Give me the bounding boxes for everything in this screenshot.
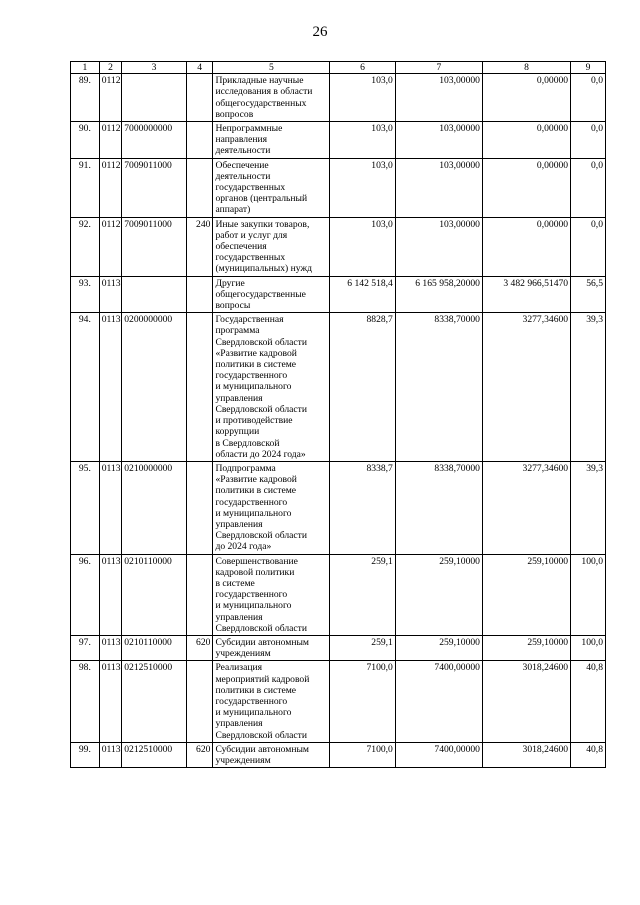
row-number-cell: 89. xyxy=(71,74,100,122)
page-number: 26 xyxy=(312,24,328,40)
execution-percent-cell: 100,0 xyxy=(571,554,606,635)
section-code-cell: 0113 xyxy=(99,635,122,660)
expense-type-cell xyxy=(186,661,213,742)
item-name-cell: Реализация мероприятий кадровой политики в системе государственного и муниципального управления Свердловской области xyxy=(213,661,330,742)
target-article-cell: 0212510000 xyxy=(122,661,187,742)
table-row xyxy=(71,554,606,635)
table-row xyxy=(71,217,606,276)
budget-amount-cell: 6 165 958,20000 xyxy=(395,276,482,313)
executed-amount-cell: 3277,34600 xyxy=(482,313,570,462)
table-row xyxy=(71,742,606,767)
row-number-cell: 97. xyxy=(71,635,100,660)
row-number-cell: 95. xyxy=(71,461,100,554)
target-article-cell: 0210000000 xyxy=(122,461,187,554)
row-number-cell: 98. xyxy=(71,661,100,742)
table-row xyxy=(71,661,606,742)
row-number-cell: 94. xyxy=(71,313,100,462)
expense-type-cell xyxy=(186,461,213,554)
execution-percent-cell: 0,0 xyxy=(571,217,606,276)
section-code-cell: 0113 xyxy=(99,554,122,635)
table-row xyxy=(71,276,606,313)
budget-amount-cell: 103,00000 xyxy=(395,158,482,217)
table-row xyxy=(71,158,606,217)
expense-type-cell xyxy=(186,276,213,313)
budget-amount-cell: 8338,70000 xyxy=(395,461,482,554)
item-name-cell: Совершенствование кадровой политики в системе государственного и муниципального управления Свердловской области xyxy=(213,554,330,635)
planned-amount-cell: 8828,7 xyxy=(330,313,396,462)
executed-amount-cell: 3018,24600 xyxy=(482,742,570,767)
budget-amount-cell: 7400,00000 xyxy=(395,661,482,742)
item-name-cell: Государственная программа Свердловской области «Развитие кадровой политики в системе государственного и муниципального управления Свердловской области и противодействие коррупции в Свердловской области до 2024 года» xyxy=(213,313,330,462)
row-number-cell: 91. xyxy=(71,158,100,217)
row-number-cell: 90. xyxy=(71,122,100,159)
planned-amount-cell: 103,0 xyxy=(330,74,396,122)
planned-amount-cell: 103,0 xyxy=(330,122,396,159)
execution-percent-cell: 40,8 xyxy=(571,661,606,742)
budget-table xyxy=(70,61,606,768)
budget-amount-cell: 259,10000 xyxy=(395,554,482,635)
table-row xyxy=(71,461,606,554)
section-code-cell: 0113 xyxy=(99,313,122,462)
column-header: 7 xyxy=(395,62,482,74)
execution-percent-cell: 39,3 xyxy=(571,461,606,554)
column-header: 1 xyxy=(71,62,100,74)
executed-amount-cell: 3277,34600 xyxy=(482,461,570,554)
expense-type-cell xyxy=(186,74,213,122)
planned-amount-cell: 103,0 xyxy=(330,217,396,276)
executed-amount-cell: 0,00000 xyxy=(482,74,570,122)
expense-type-cell xyxy=(186,158,213,217)
target-article-cell: 0210110000 xyxy=(122,635,187,660)
expense-type-cell xyxy=(186,554,213,635)
item-name-cell: Субсидии автономным учреждениям xyxy=(213,742,330,767)
expense-type-cell: 620 xyxy=(186,635,213,660)
expense-type-cell: 620 xyxy=(186,742,213,767)
executed-amount-cell: 3018,24600 xyxy=(482,661,570,742)
row-number-cell: 92. xyxy=(71,217,100,276)
table-row xyxy=(71,313,606,462)
target-article-cell xyxy=(122,276,187,313)
column-header: 4 xyxy=(186,62,213,74)
budget-amount-cell: 259,10000 xyxy=(395,635,482,660)
table-row xyxy=(71,122,606,159)
executed-amount-cell: 259,10000 xyxy=(482,554,570,635)
execution-percent-cell: 56,5 xyxy=(571,276,606,313)
column-header: 9 xyxy=(571,62,606,74)
target-article-cell: 0210110000 xyxy=(122,554,187,635)
executed-amount-cell: 0,00000 xyxy=(482,217,570,276)
expense-type-cell: 240 xyxy=(186,217,213,276)
budget-amount-cell: 103,00000 xyxy=(395,74,482,122)
budget-amount-cell: 8338,70000 xyxy=(395,313,482,462)
budget-amount-cell: 103,00000 xyxy=(395,122,482,159)
budget-amount-cell: 103,00000 xyxy=(395,217,482,276)
item-name-cell: Подпрограмма «Развитие кадровой политики в системе государственного и муниципального управления Свердловской области до 2024 года» xyxy=(213,461,330,554)
row-number-cell: 96. xyxy=(71,554,100,635)
column-header: 2 xyxy=(99,62,122,74)
column-header: 8 xyxy=(482,62,570,74)
expense-type-cell xyxy=(186,122,213,159)
executed-amount-cell: 259,10000 xyxy=(482,635,570,660)
section-code-cell: 0113 xyxy=(99,742,122,767)
execution-percent-cell: 100,0 xyxy=(571,635,606,660)
executed-amount-cell: 0,00000 xyxy=(482,158,570,217)
planned-amount-cell: 8338,7 xyxy=(330,461,396,554)
planned-amount-cell: 259,1 xyxy=(330,554,396,635)
column-header: 5 xyxy=(213,62,330,74)
executed-amount-cell: 3 482 966,51470 xyxy=(482,276,570,313)
item-name-cell: Иные закупки товаров, работ и услуг для обеспечения государственных (муниципальных) нужд xyxy=(213,217,330,276)
budget-amount-cell: 7400,00000 xyxy=(395,742,482,767)
planned-amount-cell: 259,1 xyxy=(330,635,396,660)
planned-amount-cell: 7100,0 xyxy=(330,742,396,767)
header-row xyxy=(71,62,606,74)
section-code-cell: 0112 xyxy=(99,158,122,217)
table-body xyxy=(71,74,606,768)
target-article-cell: 0200000000 xyxy=(122,313,187,462)
item-name-cell: Непрограммные направления деятельности xyxy=(213,122,330,159)
item-name-cell: Обеспечение деятельности государственных органов (центральный аппарат) xyxy=(213,158,330,217)
execution-percent-cell: 0,0 xyxy=(571,158,606,217)
row-number-cell: 99. xyxy=(71,742,100,767)
section-code-cell: 0113 xyxy=(99,661,122,742)
table-row xyxy=(71,74,606,122)
target-article-cell: 7000000000 xyxy=(122,122,187,159)
section-code-cell: 0112 xyxy=(99,74,122,122)
planned-amount-cell: 6 142 518,4 xyxy=(330,276,396,313)
section-code-cell: 0113 xyxy=(99,276,122,313)
execution-percent-cell: 40,8 xyxy=(571,742,606,767)
planned-amount-cell: 7100,0 xyxy=(330,661,396,742)
target-article-cell: 0212510000 xyxy=(122,742,187,767)
executed-amount-cell: 0,00000 xyxy=(482,122,570,159)
execution-percent-cell: 0,0 xyxy=(571,122,606,159)
item-name-cell: Субсидии автономным учреждениям xyxy=(213,635,330,660)
section-code-cell: 0112 xyxy=(99,217,122,276)
execution-percent-cell: 0,0 xyxy=(571,74,606,122)
section-code-cell: 0112 xyxy=(99,122,122,159)
expense-type-cell xyxy=(186,313,213,462)
execution-percent-cell: 39,3 xyxy=(571,313,606,462)
section-code-cell: 0113 xyxy=(99,461,122,554)
planned-amount-cell: 103,0 xyxy=(330,158,396,217)
column-header: 6 xyxy=(330,62,396,74)
row-number-cell: 93. xyxy=(71,276,100,313)
item-name-cell: Другие общегосударственные вопросы xyxy=(213,276,330,313)
target-article-cell: 7009011000 xyxy=(122,158,187,217)
item-name-cell: Прикладные научные исследования в области общегосударственных вопросов xyxy=(213,74,330,122)
column-header: 3 xyxy=(122,62,187,74)
table-row xyxy=(71,635,606,660)
target-article-cell: 7009011000 xyxy=(122,217,187,276)
target-article-cell xyxy=(122,74,187,122)
